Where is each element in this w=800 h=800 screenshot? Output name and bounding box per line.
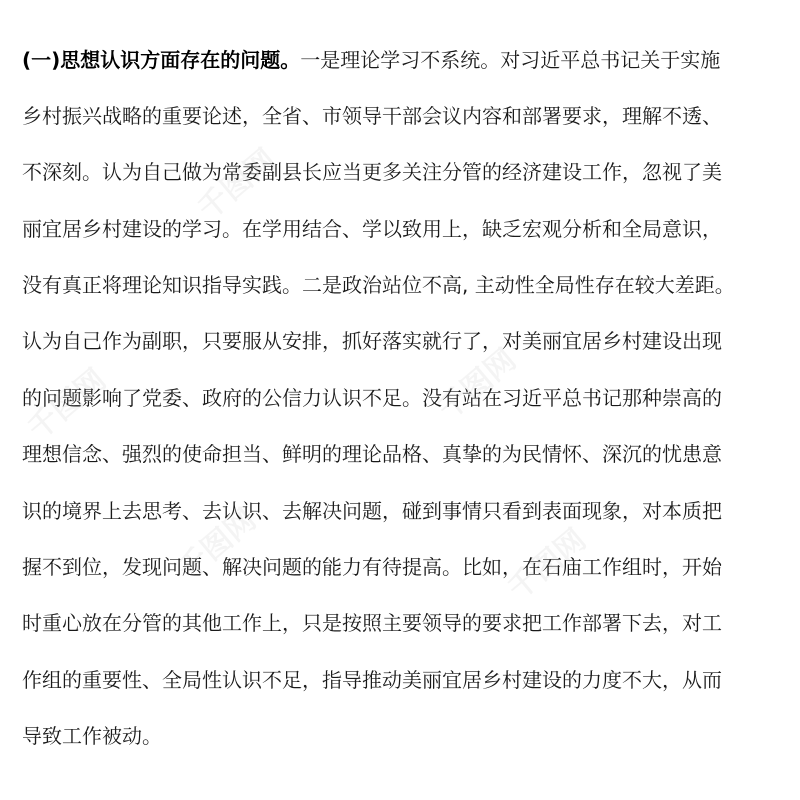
paragraph-line-6: 认为自己作为副职，只要服从安排，抓好落实就行了，对美丽宜居乡村建设出现: [22, 329, 722, 353]
paragraph-line-10: 握不到位，发现问题、解决问题的能力有待提高。比如，在石庙工作组时，开始: [22, 555, 722, 579]
section-heading: (一)思想认识方面存在的问题。: [22, 48, 301, 72]
watermark: 千图网: [431, 342, 523, 428]
watermark: 千图网: [501, 522, 593, 608]
paragraph-line-8: 理想信念、强烈的使命担当、鲜明的理论品格、真挚的为民情怀、深沉的忧患意: [22, 442, 722, 466]
paragraph-line-2: 乡村振兴战略的重要论述，全省、市领导干部会议内容和部署要求，理解不透、: [22, 104, 722, 128]
paragraph-line-1: [22, 40, 792, 80]
paragraph-line-4: 丽宜居乡村建设的学习。在学用结合、学以致用上，缺乏宏观分析和全局意识，: [22, 217, 722, 241]
paragraph-line-12: 作组的重要性、全局性认识不足，指导推动美丽宜居乡村建设的力度不大，从而: [22, 668, 722, 692]
paragraph-line-3: 不深刻。认为自己做为常委副县长应当更多关注分管的经济建设工作，忽视了美: [22, 160, 722, 184]
line-text: 一是理论学习不系统。对习近平总书记关于实施: [300, 48, 721, 72]
watermark: 千图网: [21, 362, 113, 448]
paragraph-line-13: 导致工作被动。: [22, 724, 162, 748]
paragraph-line-7: 的问题影响了党委、政府的公信力认识不足。没有站在习近平总书记那种崇高的: [22, 386, 722, 410]
watermark: 千图网: [191, 142, 283, 228]
paragraph-line-5: 没有真正将理论知识指导实践。二是政治站位不高, 主动性全局性存在较大差距。: [22, 273, 735, 297]
paragraph-line-9: 识的境界上去思考、去认识、去解决问题，碰到事情只看到表面现象，对本质把: [22, 499, 722, 523]
paragraph-line-11: 时重心放在分管的其他工作上，只是按照主要领导的要求把工作部署下去，对工: [22, 611, 722, 635]
watermark: 千图网: [171, 502, 263, 588]
